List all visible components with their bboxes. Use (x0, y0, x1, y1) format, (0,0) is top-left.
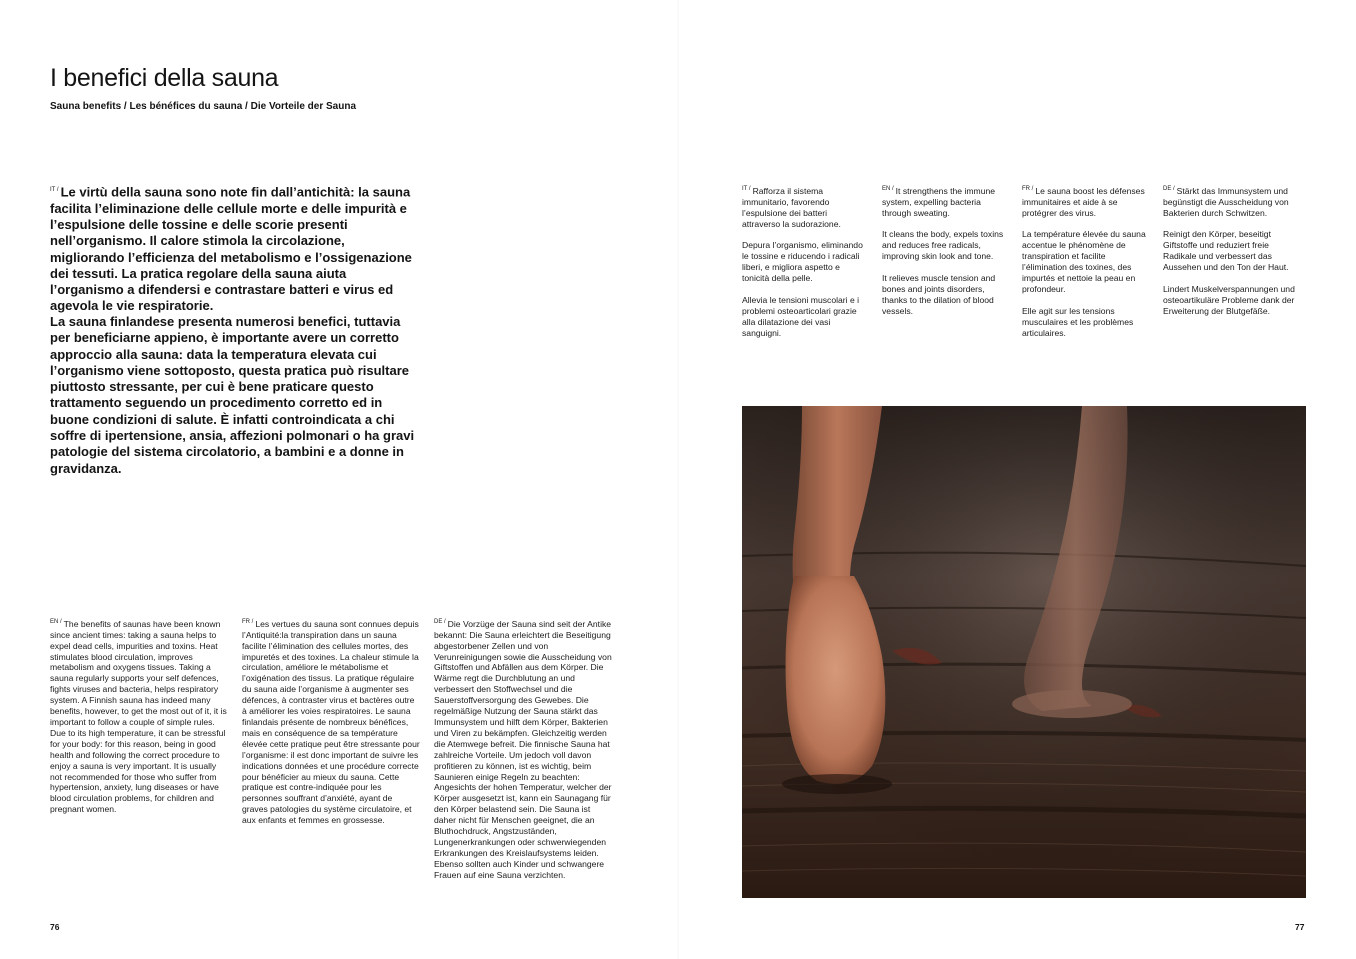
benefit-fr-2: La température élevée du sauna accentue le phénomène de transpiration et facilite l’élimination des toxines, des impurtés et nettoie la peau en profondeur. (1022, 229, 1146, 294)
benefit-en-2: It cleans the body, expels toxins and reduces free radicals, improving skin look and tone. (882, 229, 1004, 262)
benefit-en-1: It strengthens the immune system, expelling bacteria through sweating. (882, 185, 996, 218)
language-tag-it: IT / (742, 186, 751, 192)
language-tag-it: IT / (50, 187, 59, 193)
language-tag-de: DE / (434, 619, 446, 625)
benefit-fr-1: Le sauna boost les défenses immunitaires et aide à se protégrer des virus. (1022, 185, 1145, 218)
lead-paragraph-1 (50, 182, 422, 315)
benefit-it-3: Allevia le tensioni muscolari e i problemi osteoarticolari grazie alla dilatazione dei vasi sanguigni. (742, 294, 860, 338)
page-subtitle: Sauna benefits / Les bénéfices du sauna / Die Vorteile der Sauna (50, 101, 357, 112)
page-title: I benefici della sauna (50, 64, 279, 92)
body-column-en (50, 617, 228, 815)
language-tag-en: EN / (50, 619, 62, 625)
language-tag-fr: FR / (1022, 186, 1034, 192)
benefits-column-it (742, 184, 866, 339)
benefits-column-de (1163, 184, 1303, 317)
benefits-column-en (882, 184, 1010, 317)
benefit-en-3: It relieves muscle tension and bones and joints disorders, thanks to the dilation of blood vessels. (882, 273, 996, 316)
body-column-fr (242, 617, 420, 826)
benefit-de-2: Reinigt den Körper, beseitigt Giftstoffe und reduziert freie Radikale und verbessert das Aussehen und den Ton der Haut. (1163, 229, 1289, 273)
page-number-right: 77 (1295, 922, 1305, 932)
benefit-it-1: Rafforza il sistema immunitario, favorendo l’espulsione dei batteri attraverso la sudorazione. (742, 185, 841, 229)
benefit-de-3: Lindert Muskelverspannungen und osteoartikuläre Probleme dank der Erweiterung der Blutgefäße. (1163, 283, 1295, 316)
body-text-de: Die Vorzüge der Sauna sind seit der Antike bekannt: Die Sauna erleichtert die Beseitigung abgestorbener Zellen und von Verunreinigungen sowie die Ausscheidung von Giftstoffen und Abfällen aus dem Körper. Die Wärme regt die Durchblutung an und verbessert den Stoffwechsel und die Sauerstoffversorgung des Gewebes. Die regelmäßige Nutzung der Sauna stärkt das Immunsystem und hilft dem Körper, Bakterien und Viren zu bekämpfen. Gleichzeitig werden die Atemwege befreit. Die finnische Sauna hat zahlreiche Vorteile. Um jedoch voll davon profitieren zu können, ist es wichtig, beim Saunieren einige Regeln zu beachten: Angesichts der hohen Temperatur, welcher der Körper ausgesetzt ist, kann ein Saunagang für den Körper belastend sein. Die Sauna ist daher nicht für Menschen geeignet, die an Bluthochdruck, Angstzuständen, Lungenerkrankungen oder schwerwiegenden Erkrankungen des Kreislaufsystems leiden. Ebenso sollten auch Kinder und schwangere Frauen auf eine Sauna verzichten. (434, 618, 612, 880)
page-gutter (677, 0, 679, 959)
language-tag-de: DE / (1163, 186, 1175, 192)
language-tag-en: EN / (882, 186, 894, 192)
benefit-it-2: Depura l’organismo, eliminando le tossine e riducendo i radicali liberi, e migliora aspetto e tonicità della pelle. (742, 240, 863, 284)
benefit-de-1: Stärkt das Immunsystem und begünstigt die Ausscheidung von Bakterien durch Schwitzen. (1163, 185, 1289, 218)
benefit-fr-3: Elle agit sur les tensions musculaires et les problèmes articulaires. (1022, 305, 1134, 338)
barefoot-on-wood-photo (742, 406, 1306, 898)
body-column-de (434, 617, 612, 881)
language-tag-fr: FR / (242, 619, 254, 625)
body-text-en: The benefits of saunas have been known since ancient times: taking a sauna helps to expel dead cells, impurities and toxins. Heat stimulates blood circulation, improves metabolism and oxygens tissues. Taking a sauna regularly supports your self defences, fights viruses and bacteria, helps respiratory system. A Finnish sauna has indeed many benefits, however, to get the most out of it, it is important to follow a couple of simple rules. Due to its high temperature, it can be stressful for your body: for this reason, being in good health and following the correct procedure to enjoy a sauna is very important. It is usually not recommended for those who suffer from hypertension, anxiety, lung diseases or have blood circulation problems, for children and pregnant women. (50, 618, 227, 815)
page-number-left: 76 (50, 922, 60, 932)
benefits-column-fr (1022, 184, 1152, 339)
lead-paragraph-2: La sauna finlandese presenta numerosi benefici, tuttavia per beneficiarne appieno, è importante avere un corretto approccio alla sauna: data la temperatura elevata cui l’organismo viene sottoposto, questa pratica può risultare piuttosto stressante, per cui è bene praticare questo trattamento seguendo un procedimento corretto ed in buone condizioni di salute. È infatti controindicata a chi soffre di ipertensione, ansia, affezioni polmonari o ha gravi patologie del sistema circolatorio, a bambini e a donne in gravidanza. (50, 314, 415, 476)
body-text-fr: Les vertues du sauna sont connues depuis l’Antiquité:la transpiration dans un sauna facilite l’élimination des cellules mortes, des impuretés et des toxines. La chaleur stimule la circulation, améliore le métabolisme et l’oxigénation des tissus. La pratique régulaire du sauna aide l’organisme à augmenter ses défences, à contraster virus et bactères outre à améliorer les voies respiratoires. Le sauna finlandais présente de nombreux bénéfices, mais en conséquence de sa température élevée cette pratique peut être stressante pour l’organisme: il est donc important de suivre les indications données et une procédure correcte pour bénéficier au mieux du sauna. Cette pratique est contre-indiquée pour les personnes souffrant d’anxiété, ayant de graves patologies du système circulatoire, et aux enfants et femmes en grossesse. (242, 618, 420, 826)
lead-text-1: Le virtù della sauna sono note fin dall’antichità: la sauna facilita l’eliminazione delle cellule morte e delle impurità e l’espulsione delle tossine e delle scorie presenti nell’organismo. Il calore stimola la circolazione, migliorando l’efficienza del metabolismo e l’ossigenazione dei tessuti. La pratica regolare della sauna aiuta l’organismo a difendersi e contrastare batteri e virus ed agevola le vie respiratorie. (50, 184, 412, 314)
